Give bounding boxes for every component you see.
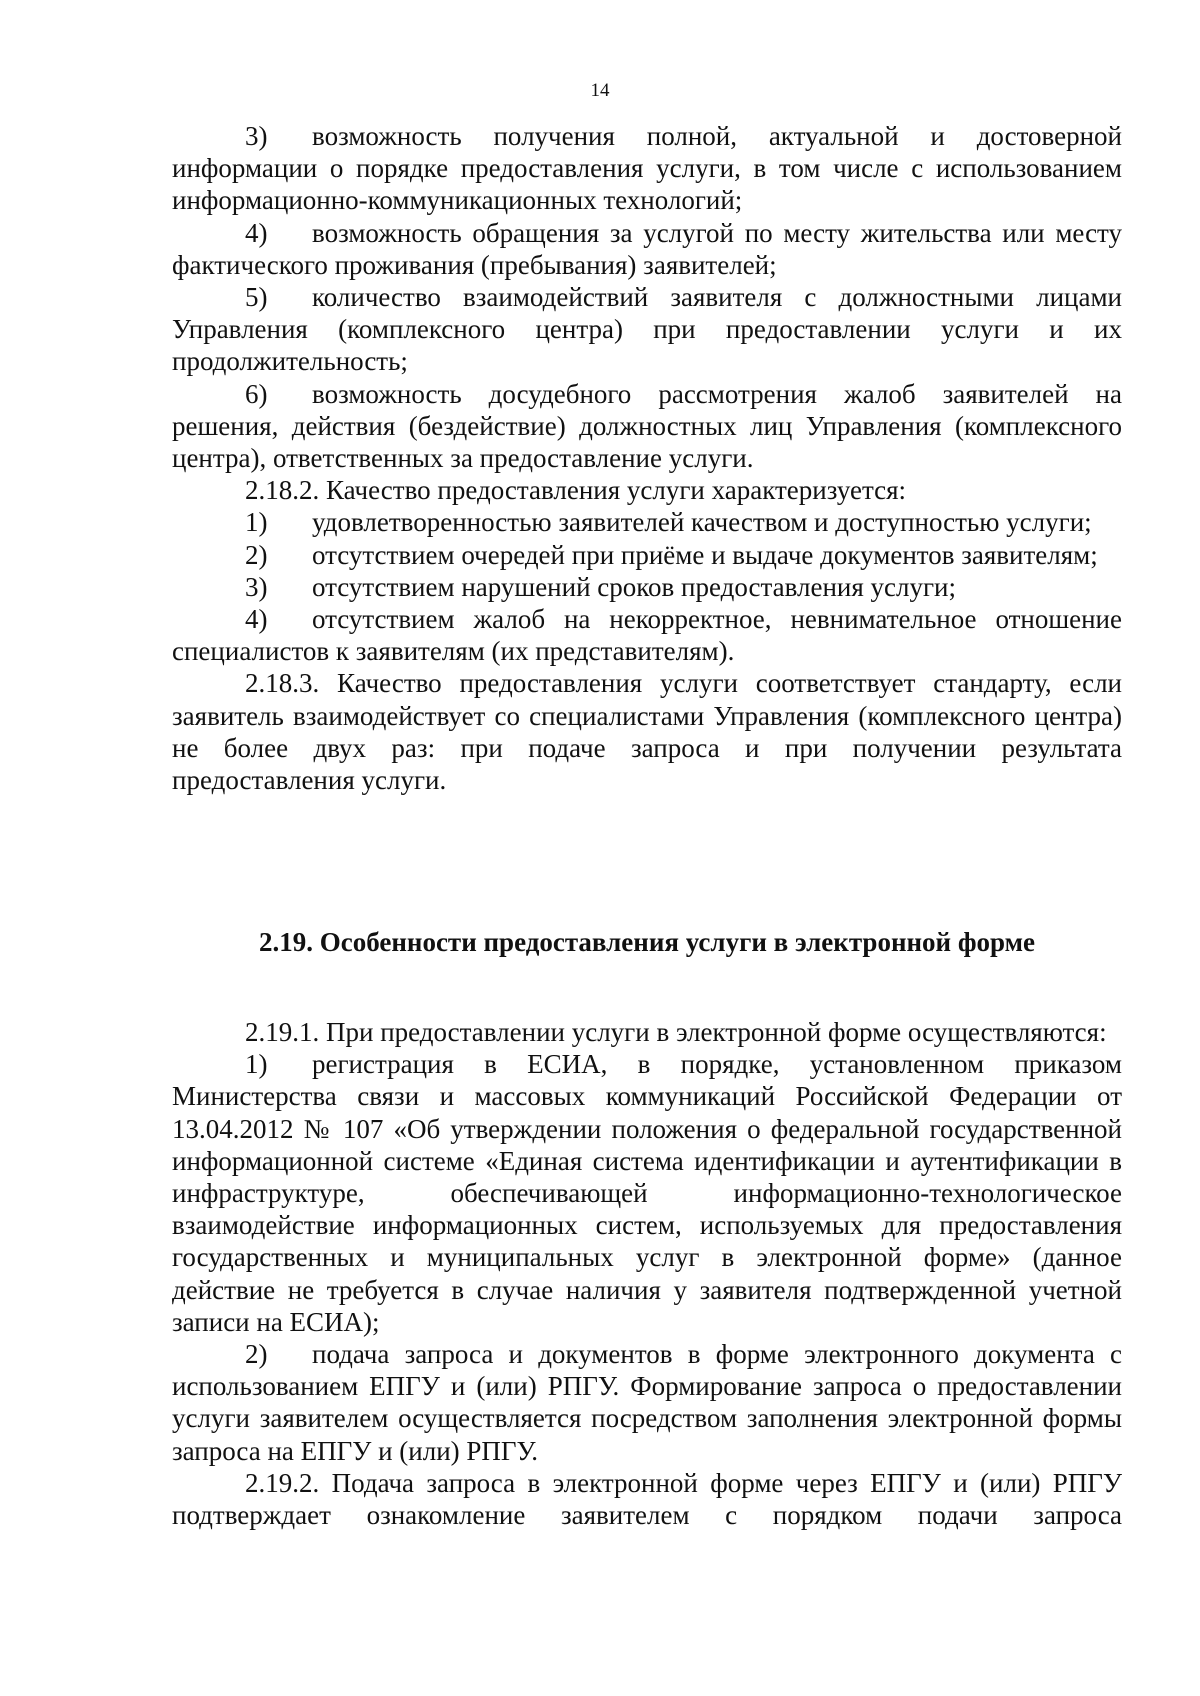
list-item: 2) подача запроса и документов в форме электронного документа с использованием ЕПГУ и (или) РПГУ. Формирование запроса о предоставлении услуги заявителем осуществляется посредством заполнения электронной формы запроса на ЕПГУ и (или) РПГУ. [172,1339,1122,1466]
list-item: 5) количество взаимодействий заявителя с должностными лицами Управления (комплексного центра) при предоставлении услуги и их продолжительность; [172,282,1122,377]
text-block-quality [172,120,1122,796]
list-item: 3) возможность получения полной, актуальной и достоверной информации о порядке предоставления услуги, в том числе с использованием информационно-коммуникационных технологий; [172,121,1122,216]
list-item: 1) удовлетворенностью заявителей качеством и доступностью услуги; [245,507,1092,538]
section-heading: 2.19. Особенности предоставления услуги в электронной форме [258,927,1036,957]
text-block-electronic [172,1016,1122,1531]
list-item: 4) возможность обращения за услугой по месту жительства или месту фактического проживания (пребывания) заявителей; [172,217,1122,280]
paragraph: 2.18.2. Качество предоставления услуги характеризуется: [245,475,906,506]
list-item: 4) отсутствием жалоб на некорректное, невнимательное отношение специалистов к заявителям (их представителям). [172,604,1122,667]
list-item: 3) отсутствием нарушений сроков предоставления услуги; [245,571,956,602]
list-item: 1) регистрация в ЕСИА, в порядке, установленном приказом Министерства связи и массовых коммуникаций Российской Федерации от 13.04.2012 № 107 «Об утверждении положения о федеральной государственной информационной системе «Единая система идентификации и аутентификации в инфраструктуре, обеспечивающей информационно-технологическое взаимодействие информационных систем, используемых для предоставления государственных и муниципальных услуг в электронной форме» (данное действие не требуется в случае наличия у заявителя подтвержденной учетной записи на ЕСИА); [172,1049,1122,1337]
list-item: 2) отсутствием очередей при приёме и выдаче документов заявителям; [245,539,1098,570]
paragraph: 2.19.2. Подача запроса в электронной форме через ЕПГУ и (или) РПГУ подтверждает ознакомление заявителем с порядком подачи запроса [172,1467,1122,1531]
paragraph: 2.19.1. При предоставлении услуги в электронной форме осуществляются: [245,1017,1107,1047]
list-item: 6) возможность досудебного рассмотрения жалоб заявителей на решения, действия (бездействие) должностных лиц Управления (комплексного центра), ответственных за предоставление услуги. [172,378,1122,474]
page-number: 14 [590,80,610,101]
paragraph: 2.18.3. Качество предоставления услуги соответствует стандарту, если заявитель взаимодействует со специалистами Управления (комплексного центра) не более двух раз: при подаче запроса и при получении результата предоставления услуги. [172,668,1122,796]
